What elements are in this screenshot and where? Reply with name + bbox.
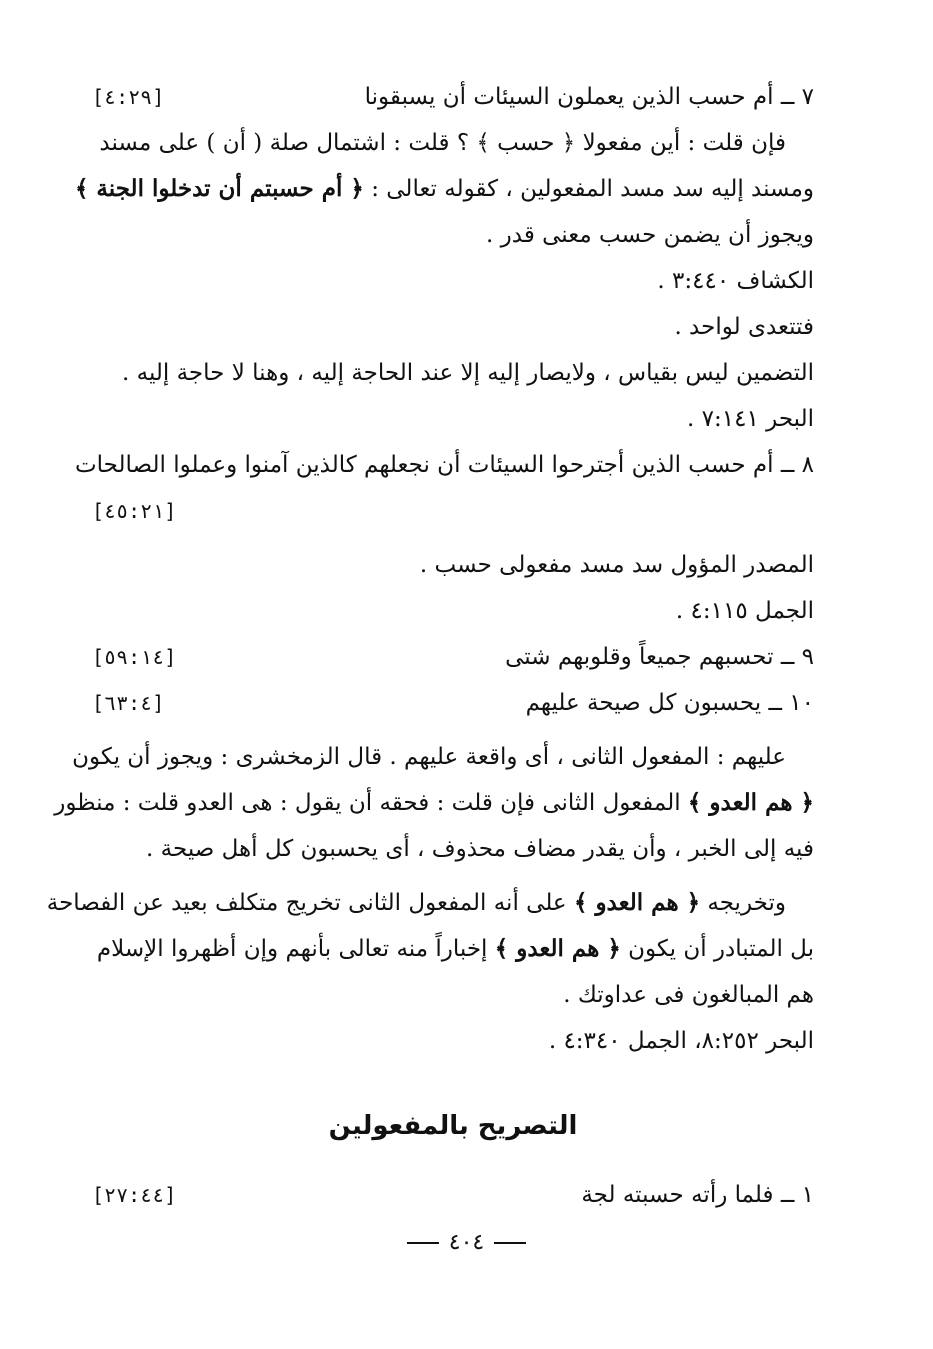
page-number	[0, 1230, 933, 1255]
commentary-line: فتتعدى لواحد .	[674, 314, 814, 340]
section-title: التصريح بالمفعولين	[328, 1111, 578, 1141]
commentary-text: ومسند إليه سد مسد المفعولين ، كقوله تعالى :	[363, 176, 814, 202]
page-body	[46, 74, 814, 1218]
quran-quote: ﴿ أم حسبتم أن تدخلوا الجنة ﴾	[74, 175, 364, 202]
dash-left	[494, 1242, 526, 1244]
quran-quote: ﴿ هم العدو ﴾	[494, 935, 621, 962]
quran-quote: ﴿ هم العدو ﴾	[573, 889, 701, 916]
commentary-line: فيه إلى الخبر ، وأن يقدر مضاف محذوف ، أى يحسبون كل أهل صيحة .	[146, 836, 814, 862]
verse-text: ٧ ــ أم حسب الذين يعملون السيئات أن يسبقونا	[364, 84, 814, 110]
verse-reference: [٦٣:٤]	[92, 691, 165, 715]
verse-text: ١ ــ فلما رأته حسبته لجة	[581, 1182, 814, 1208]
verse-reference: [٢٧:٤٤]	[92, 1183, 177, 1207]
commentary-text: المفعول الثانى فإن قلت : فحقه أن يقول : هى العدو قلت : منظور	[54, 790, 688, 816]
verse-9	[92, 634, 814, 680]
commentary-line: التضمين ليس بقياس ، ولايصار إليه إلا عند الحاجة إليه ، وهنا لا حاجة إليه .	[122, 360, 814, 386]
commentary-line	[54, 780, 814, 826]
page-number-text: ٤٠٤	[448, 1230, 485, 1255]
source-citation: الكشاف ٣:٤٤٠ .	[657, 268, 814, 294]
commentary-line	[74, 166, 814, 212]
commentary-text: وتخريجه	[700, 890, 786, 916]
quran-quote: ﴿ هم العدو ﴾	[687, 789, 814, 816]
commentary-line: ويجوز أن يضمن حسب معنى قدر .	[486, 222, 814, 248]
verse-1	[92, 1172, 814, 1218]
source-citation: الجمل ٤:١١٥ .	[675, 598, 814, 624]
commentary-line: عليهم : المفعول الثانى ، أى واقعة عليهم . قال الزمخشرى : ويجوز أن يكون	[72, 744, 786, 770]
source-citation: البحر ٨:٢٥٢، الجمل ٤:٣٤٠ .	[548, 1028, 814, 1054]
commentary-text: إخباراً منه تعالى بأنهم وإن أظهروا الإسلام	[96, 936, 495, 962]
source-citation: البحر ٧:١٤١ .	[687, 406, 814, 432]
verse-text: ٩ ــ تحسبهم جميعاً وقلوبهم شتى	[505, 644, 814, 670]
commentary-line: فإن قلت : أين مفعولا ﴿ حسب ﴾ ؟ قلت : اشتمال صلة ( أن ) على مسند	[99, 130, 786, 156]
verse-reference: [٤:٢٩]	[92, 85, 165, 109]
verse-8: ٨ ــ أم حسب الذين أجترحوا السيئات أن نجعلهم كالذين آمنوا وعملوا الصالحات	[75, 452, 814, 478]
verse-7	[92, 74, 814, 120]
verse-10	[92, 680, 814, 726]
commentary-line	[46, 880, 814, 926]
commentary-line	[92, 926, 814, 972]
commentary-text: بل المتبادر أن يكون	[620, 936, 814, 962]
verse-reference: [٤٥:٢١]	[92, 499, 177, 523]
commentary-line: المصدر المؤول سد مسد مفعولى حسب .	[419, 552, 814, 578]
dash-right	[407, 1242, 439, 1244]
commentary-line: هم المبالغون فى عداوتك .	[563, 982, 814, 1008]
verse-reference: [٥٩:١٤]	[92, 645, 177, 669]
commentary-text: على أنه المفعول الثانى تخريج متكلف بعيد عن الفصاحة	[46, 890, 574, 916]
verse-text: ١٠ ــ يحسبون كل صيحة عليهم	[525, 690, 814, 716]
